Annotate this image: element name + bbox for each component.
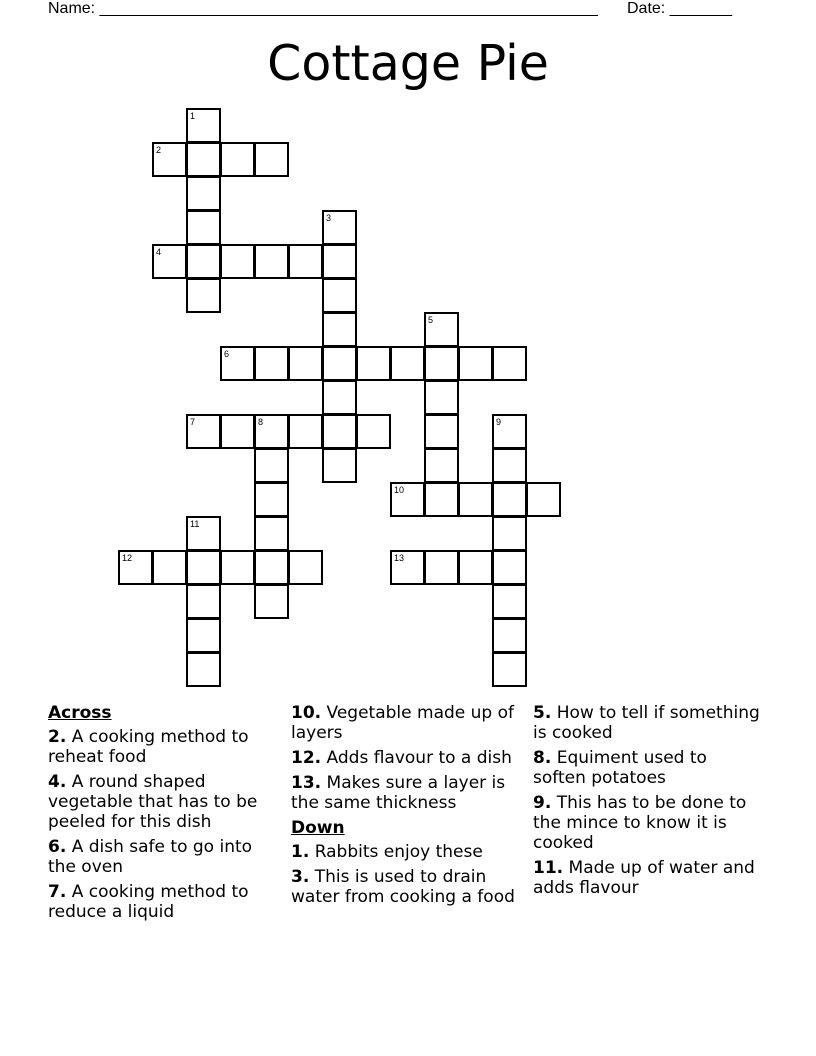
grid-cell[interactable] — [254, 346, 289, 381]
grid-cell[interactable] — [424, 482, 459, 517]
grid-cell[interactable] — [492, 618, 527, 653]
down-clue-8 — [533, 748, 765, 788]
grid-cell[interactable] — [220, 346, 255, 381]
clue-number: 10. — [291, 703, 322, 723]
grid-cell[interactable] — [152, 550, 187, 585]
grid-cell[interactable] — [254, 414, 289, 449]
grid-cell[interactable] — [458, 482, 493, 517]
clue-number: 5. — [533, 703, 552, 723]
cell-number: 4 — [156, 247, 162, 257]
grid-cell[interactable] — [186, 278, 221, 313]
clue-text: A dish safe to go into the oven — [48, 837, 253, 877]
grid-cell[interactable] — [322, 414, 357, 449]
grid-cell[interactable] — [186, 210, 221, 245]
clue-number: 9. — [533, 793, 552, 813]
across-clue-4 — [48, 772, 280, 832]
grid-cell[interactable] — [492, 652, 527, 687]
clue-text: How to tell if something is cooked — [533, 703, 760, 743]
grid-cell[interactable] — [458, 550, 493, 585]
grid-cell[interactable] — [220, 550, 255, 585]
down-clue-1 — [291, 842, 523, 862]
grid-cell[interactable] — [424, 414, 459, 449]
grid-cell[interactable] — [186, 516, 221, 551]
grid-cell[interactable] — [424, 550, 459, 585]
grid-cell[interactable] — [288, 346, 323, 381]
grid-cell[interactable] — [220, 414, 255, 449]
grid-cell[interactable] — [254, 516, 289, 551]
clue-number: 4. — [48, 772, 67, 792]
page-title: Cottage Pie — [267, 35, 549, 92]
grid-cell[interactable] — [458, 346, 493, 381]
grid-cell[interactable] — [322, 448, 357, 483]
clue-text: Equiment used to soften potatoes — [533, 748, 707, 788]
cell-number: 10 — [394, 485, 405, 495]
grid-cell[interactable] — [390, 482, 425, 517]
clues-column-2 — [291, 703, 523, 912]
cell-number: 12 — [122, 553, 133, 563]
grid-cell[interactable] — [186, 176, 221, 211]
grid-cell[interactable] — [526, 482, 561, 517]
cell-number: 1 — [190, 111, 196, 121]
grid-cell[interactable] — [186, 244, 221, 279]
grid-cell[interactable] — [186, 652, 221, 687]
clue-number: 12. — [291, 748, 322, 768]
grid-cell[interactable] — [492, 448, 527, 483]
clue-number: 7. — [48, 882, 67, 902]
grid-cell[interactable] — [254, 448, 289, 483]
grid-cell[interactable] — [424, 346, 459, 381]
across-clue-7 — [48, 882, 280, 922]
grid-cell[interactable] — [356, 346, 391, 381]
down-clue-9 — [533, 793, 765, 853]
grid-cell[interactable] — [322, 346, 357, 381]
clue-text: Vegetable made up of layers — [291, 703, 514, 743]
grid-cell[interactable] — [492, 516, 527, 551]
grid-cell[interactable] — [390, 550, 425, 585]
clue-text: Makes sure a layer is the same thickness — [291, 773, 506, 813]
grid-cell[interactable] — [492, 550, 527, 585]
across-clue-10 — [291, 703, 523, 743]
grid-cell[interactable] — [186, 550, 221, 585]
grid-cell[interactable] — [186, 414, 221, 449]
cell-number: 11 — [190, 519, 200, 529]
grid-cell[interactable] — [322, 312, 357, 347]
grid-cell[interactable] — [186, 618, 221, 653]
grid-cell[interactable] — [424, 312, 459, 347]
clue-number: 8. — [533, 748, 552, 768]
grid-cell[interactable] — [118, 550, 153, 585]
cell-number: 3 — [326, 213, 332, 223]
grid-cell[interactable] — [322, 380, 357, 415]
across-clue-12 — [291, 748, 523, 768]
grid-cell[interactable] — [356, 414, 391, 449]
clue-number: 1. — [291, 842, 310, 862]
cell-number: 6 — [224, 349, 230, 359]
clue-number: 3. — [291, 867, 310, 887]
grid-cell[interactable] — [492, 584, 527, 619]
clue-text: A cooking method to reheat food — [48, 727, 249, 767]
grid-cell[interactable] — [492, 414, 527, 449]
clue-number: 2. — [48, 727, 67, 747]
down-clue-11 — [533, 858, 765, 898]
grid-cell[interactable] — [288, 550, 323, 585]
clues-column-3 — [533, 703, 765, 903]
cell-number: 9 — [496, 417, 502, 427]
clue-text: Rabbits enjoy these — [314, 842, 483, 862]
date-field: Date: _______ — [627, 0, 732, 17]
cell-number: 8 — [258, 417, 264, 427]
name-field: Name: ________________________________________________________ — [48, 0, 598, 17]
clue-text: Adds flavour to a dish — [326, 748, 512, 768]
grid-cell[interactable] — [254, 244, 289, 279]
grid-cell[interactable] — [424, 380, 459, 415]
cell-number: 13 — [394, 553, 405, 563]
grid-cell[interactable] — [220, 142, 255, 177]
grid-cell[interactable] — [186, 142, 221, 177]
clue-number: 11. — [533, 858, 564, 878]
grid-cell[interactable] — [186, 108, 221, 143]
across-clue-13 — [291, 773, 523, 813]
grid-cell[interactable] — [254, 482, 289, 517]
clue-number: 13. — [291, 773, 322, 793]
cell-number: 5 — [428, 315, 434, 325]
clue-text: A round shaped vegetable that has to be peeled for this dish — [48, 772, 258, 832]
clue-text: A cooking method to reduce a liquid — [48, 882, 249, 922]
grid-cell[interactable] — [186, 584, 221, 619]
across-clue-2 — [48, 727, 280, 767]
across-heading: Across — [48, 703, 112, 723]
grid-cell[interactable] — [254, 584, 289, 619]
cell-number: 7 — [190, 417, 196, 427]
clues-column-1 — [48, 703, 280, 927]
grid-cell[interactable] — [390, 346, 425, 381]
grid-cell[interactable] — [492, 346, 527, 381]
grid-cell[interactable] — [322, 278, 357, 313]
down-heading: Down — [291, 818, 345, 838]
grid-cell[interactable] — [254, 142, 289, 177]
down-clue-5 — [533, 703, 765, 743]
down-clue-3 — [291, 867, 523, 907]
grid-cell[interactable] — [424, 448, 459, 483]
grid-cell[interactable] — [152, 142, 187, 177]
clue-text: This is used to drain water from cooking a food — [291, 867, 515, 907]
across-clue-6 — [48, 837, 280, 877]
cell-number: 2 — [156, 145, 162, 155]
grid-cell[interactable] — [152, 244, 187, 279]
clue-number: 6. — [48, 837, 67, 857]
grid-cell[interactable] — [492, 482, 527, 517]
grid-cell[interactable] — [220, 244, 255, 279]
grid-cell[interactable] — [322, 210, 357, 245]
grid-cell[interactable] — [254, 550, 289, 585]
clue-text: Made up of water and adds flavour — [533, 858, 755, 898]
grid-cell[interactable] — [288, 414, 323, 449]
clue-text: This has to be done to the mince to know it is cooked — [533, 793, 747, 853]
grid-cell[interactable] — [322, 244, 357, 279]
grid-cell[interactable] — [288, 244, 323, 279]
